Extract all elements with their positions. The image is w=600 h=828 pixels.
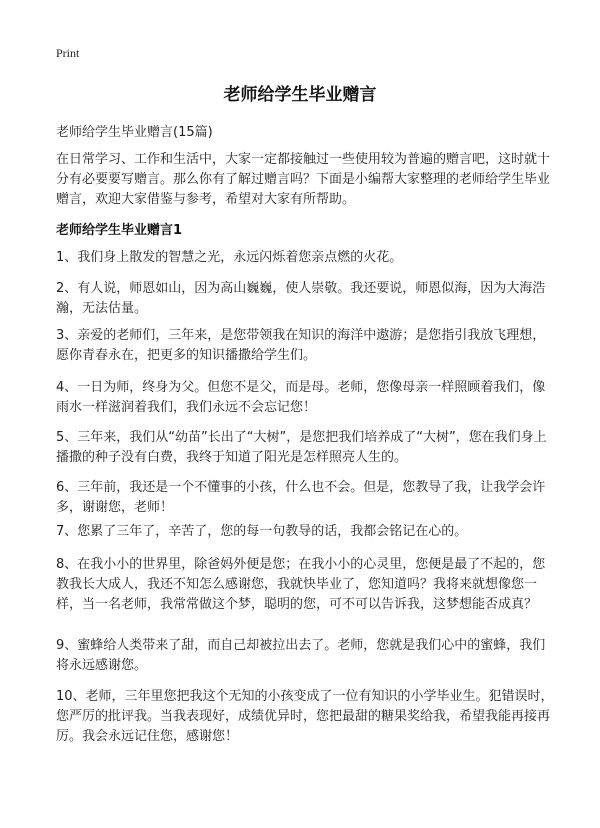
list-item: 10、老师，三年里您把我这个无知的小孩变成了一位有知识的小学毕业生。犯错误时，您严厉的批评我。当我表现好，成绩优异时，您把最甜的糖果奖给我，希望我能再接再厉。我会永远记住您，感谢您！ [56, 689, 554, 744]
list-item: 6、三年前，我还是一个不懂事的小孩，什么也不会。但是，您教导了我，让我学会许多，谢谢您，老师！ [56, 480, 546, 515]
intro-paragraph: 在日常学习、工作和生活中，大家一定都接触过一些使用较为普遍的赠言吧，这时就十分有必要要写赠言。那么你有了解过赠言吗？下面是小编帮大家整理的老师给学生毕业赠言，欢迎大家借鉴与参考，希望对大家有所帮助。 [56, 152, 551, 207]
list-item: 3、亲爱的老师们，三年来，是您带领我在知识的海洋中遨游；是您指引我放飞理想，愿你青春永在，把更多的知识播撒给学生们。 [56, 328, 546, 363]
list-item: 9、蜜蜂给人类带来了甜，而自己却被拉出去了。老师，您就是我们心中的蜜蜂，我们将永远感谢您。 [56, 638, 546, 673]
list-item: 5、三年来，我们从“幼苗”长出了“大树”，是您把我们培养成了“大树”，您在我们身上播撒的种子没有白费，我终于知道了阳光是怎样照亮人生的。 [56, 430, 547, 465]
list-item: 4、一日为师，终身为父。但您不是父，而是母。老师，您像母亲一样照顾着我们，像雨水一样滋润着我们，我们永远不会忘记您！ [56, 380, 546, 415]
document-subtitle: 老师给学生毕业赠言(15篇) [56, 125, 213, 140]
section-heading: 老师给学生毕业赠言1 [56, 223, 183, 238]
list-item: 7、您累了三年了，辛苦了，您的每一句教导的话，我都会铭记在心的。 [56, 524, 468, 539]
page-title: 老师给学生毕业赠言 [223, 85, 377, 105]
print-link[interactable]: Print [56, 46, 80, 60]
list-item: 8、在我小小的世界里，除爸妈外便是您；在我小小的心灵里，您便是最了不起的，您教我长大成人，我还不知怎么感谢您，我就快毕业了，您知道吗？我将来就想像您一样，当一名老师，我常常做这个梦，聪明的您，可不可以告诉我，这梦想能否成真？ [56, 557, 546, 612]
list-item: 2、有人说，师恩如山，因为高山巍巍，使人崇敬。我还要说，师恩似海，因为大海浩瀚，无法估量。 [56, 281, 546, 316]
list-item: 1、我们身上散发的智慧之光，永远闪烁着您亲点燃的火花。 [56, 250, 403, 265]
